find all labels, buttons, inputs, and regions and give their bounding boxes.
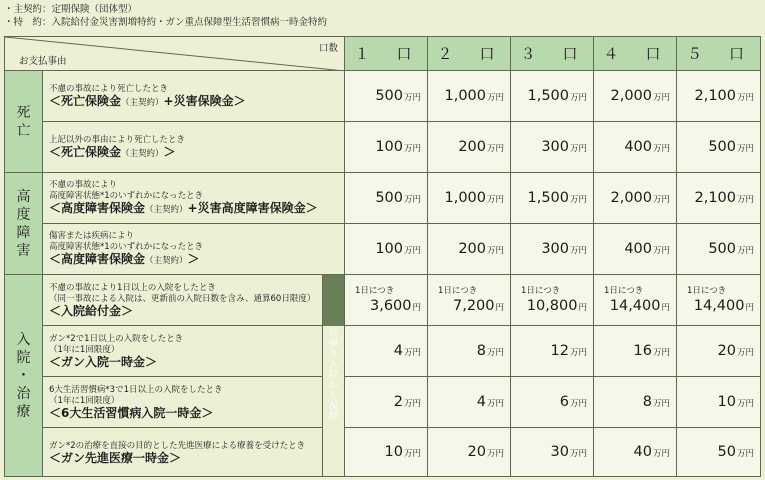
amount-unit: 万円 bbox=[404, 144, 422, 154]
category-char: 入 bbox=[16, 331, 31, 348]
benefit-name-note: （主契約） bbox=[145, 205, 188, 215]
amount-value: 2,100 bbox=[694, 190, 736, 206]
benefit-amount bbox=[345, 71, 428, 122]
reason-description: ガン*2の治療を直接の目的とした先進医療による療養を受けたとき bbox=[49, 440, 306, 451]
benefit-amount bbox=[428, 377, 511, 428]
benefit-name-tail: +災害保険金＞ bbox=[163, 93, 246, 108]
benefit-amount bbox=[677, 71, 761, 122]
amount-unit: 万円 bbox=[653, 144, 671, 154]
table-row bbox=[5, 71, 761, 122]
benefit-amount bbox=[594, 224, 677, 275]
benefit-name-note: （主契約） bbox=[145, 256, 188, 266]
benefit-name-tail: +災害高度障害保険金＞ bbox=[187, 201, 318, 215]
benefit-name-main: ＜ガン入院一時金＞ bbox=[49, 355, 158, 369]
col-header-5: ５ 口 bbox=[677, 37, 761, 71]
col-header-4: ４ 口 bbox=[594, 37, 677, 71]
amount-unit: 万円 bbox=[570, 93, 588, 103]
amount-value: 14,400 bbox=[693, 298, 745, 314]
benefit-name-main: ＜高度障害保険金 bbox=[49, 252, 146, 266]
category-char: 度 bbox=[16, 206, 31, 223]
benefit-name bbox=[49, 306, 322, 317]
payment-reason bbox=[43, 224, 345, 275]
benefit-name-main: ＜高度障害保険金 bbox=[49, 201, 146, 215]
amount-value: 50 bbox=[717, 444, 736, 460]
amount-unit: 万円 bbox=[487, 93, 505, 103]
amount-value: 20 bbox=[467, 444, 486, 460]
amount-value: 8 bbox=[476, 343, 486, 359]
amount-unit: 万円 bbox=[737, 93, 755, 103]
amount-unit: 円 bbox=[745, 303, 755, 313]
benefit-amount bbox=[594, 173, 677, 224]
amount-value: 400 bbox=[624, 139, 652, 155]
category-char: ・ bbox=[16, 367, 31, 384]
table-row bbox=[5, 173, 761, 224]
amount-value: 1,500 bbox=[527, 190, 569, 206]
table-row bbox=[5, 428, 761, 477]
amount-unit: 万円 bbox=[404, 93, 422, 103]
amount-unit: 万円 bbox=[487, 246, 505, 256]
benefit-name-note: （主契約） bbox=[121, 97, 164, 108]
amount-value: 500 bbox=[708, 139, 736, 155]
amount-value: 500 bbox=[375, 88, 403, 104]
benefit-amount bbox=[428, 122, 511, 173]
category-char: 害 bbox=[16, 242, 31, 259]
payment-reason bbox=[43, 122, 345, 173]
side-label-char: 保 bbox=[329, 401, 339, 412]
amount-unit: 万円 bbox=[404, 195, 422, 205]
amount-value: 100 bbox=[375, 139, 403, 155]
benefit-amount bbox=[677, 224, 761, 275]
amount-unit: 万円 bbox=[737, 246, 755, 256]
table-row bbox=[5, 326, 761, 377]
amount-unit: 万円 bbox=[404, 348, 422, 358]
amount-unit: 万円 bbox=[653, 399, 671, 409]
amount-value: 1,000 bbox=[444, 190, 486, 206]
benefit-amount bbox=[428, 275, 511, 326]
side-label-char: 帰 bbox=[329, 338, 339, 349]
category-char: 治 bbox=[16, 385, 31, 402]
amount-value: 6 bbox=[559, 394, 569, 410]
benefit-amount bbox=[594, 326, 677, 377]
table-row bbox=[5, 122, 761, 173]
reason-description: 高度障害状態*1のいずれかになったとき bbox=[49, 242, 204, 252]
reason-description: 不慮の事故により死亡したとき bbox=[49, 83, 169, 94]
amount-unit: 万円 bbox=[404, 399, 422, 409]
benefit-amount bbox=[511, 326, 594, 377]
side-label-char: 障 bbox=[329, 412, 339, 423]
benefit-amount bbox=[428, 71, 511, 122]
amount-unit: 万円 bbox=[737, 195, 755, 205]
amount-value: 100 bbox=[375, 241, 403, 257]
amount-value: 20 bbox=[717, 343, 736, 359]
benefit-amount bbox=[677, 173, 761, 224]
amount-unit: 円 bbox=[578, 303, 588, 313]
benefit-name-main: ＜死亡保険金 bbox=[49, 93, 122, 108]
benefit-name bbox=[49, 450, 344, 465]
units-label: 口数 bbox=[319, 43, 339, 54]
amount-value: 2,000 bbox=[610, 190, 652, 206]
benefit-amount bbox=[511, 173, 594, 224]
amount-unit: 万円 bbox=[570, 348, 588, 358]
per-day-label: 1日につき bbox=[521, 286, 561, 296]
benefit-amount bbox=[428, 173, 511, 224]
amount-unit: 万円 bbox=[487, 399, 505, 409]
benefit-amount bbox=[345, 224, 428, 275]
amount-value: 30 bbox=[550, 444, 569, 460]
per-day-label: 1日につき bbox=[438, 286, 478, 296]
amount-unit: 万円 bbox=[570, 195, 588, 205]
reason-description: （1年に1回限度） bbox=[49, 396, 120, 406]
amount-value: 200 bbox=[458, 241, 486, 257]
per-day-label: 1日につき bbox=[355, 286, 395, 296]
benefit-amount bbox=[511, 275, 594, 326]
amount-unit: 万円 bbox=[570, 246, 588, 256]
benefit-amount bbox=[511, 428, 594, 477]
amount-value: 3,600 bbox=[369, 298, 412, 314]
amount-unit: 万円 bbox=[404, 449, 422, 459]
benefit-amount bbox=[594, 377, 677, 428]
reason-label: お支払事由 bbox=[19, 56, 67, 67]
category-char: 障 bbox=[16, 224, 31, 241]
benefit-amount bbox=[677, 377, 761, 428]
col-header-3: ３ 口 bbox=[511, 37, 594, 71]
benefit-table bbox=[4, 36, 761, 477]
amount-unit: 万円 bbox=[653, 449, 671, 459]
header-corner bbox=[5, 37, 345, 71]
amount-unit: 万円 bbox=[404, 246, 422, 256]
side-label-char: か bbox=[329, 380, 339, 391]
amount-unit: 円 bbox=[661, 303, 671, 313]
benefit-name bbox=[49, 254, 344, 267]
benefit-amount bbox=[345, 122, 428, 173]
reason-description: 6大生活習慣病*3で1日以上の入院をしたとき bbox=[49, 385, 223, 395]
benefit-amount bbox=[677, 275, 761, 326]
category-char: 療 bbox=[16, 403, 31, 420]
side-label-char: 院 bbox=[329, 370, 339, 381]
benefit-amount bbox=[345, 377, 428, 428]
amount-value: 8 bbox=[642, 394, 652, 410]
amount-value: 300 bbox=[541, 241, 569, 257]
rider-line: ・特 約：入院給付金災害割増特約・ガン重点保障型生活習慣病一時金特約 bbox=[4, 17, 328, 28]
benefit-amount bbox=[594, 428, 677, 477]
benefit-name bbox=[49, 357, 344, 368]
benefit-amount bbox=[345, 275, 428, 326]
benefit-amount bbox=[345, 326, 428, 377]
amount-value: 2,100 bbox=[694, 88, 736, 104]
side-label-char: 入 bbox=[329, 359, 339, 370]
amount-value: 1,500 bbox=[527, 88, 569, 104]
amount-unit: 万円 bbox=[737, 144, 755, 154]
payment-reason bbox=[43, 71, 345, 122]
table-row bbox=[5, 377, 761, 428]
benefit-name-main: ＜死亡保険金 bbox=[49, 144, 122, 159]
benefit-name bbox=[49, 203, 344, 216]
category-disability bbox=[5, 173, 43, 275]
benefit-amount bbox=[428, 428, 511, 477]
amount-unit: 万円 bbox=[737, 399, 755, 409]
side-label-char: 日 bbox=[329, 328, 339, 339]
amount-unit: 万円 bbox=[487, 348, 505, 358]
benefit-name-tail: ＞ bbox=[187, 252, 200, 266]
header-row bbox=[5, 37, 761, 71]
benefit-amount bbox=[428, 224, 511, 275]
amount-value: 40 bbox=[633, 444, 652, 460]
benefit-amount bbox=[511, 122, 594, 173]
benefit-name-main: ＜ガン先進医療一時金＞ bbox=[49, 450, 182, 465]
reason-description: （同一事故による入院は、更新前の入院日数を含み、通算60日限度） bbox=[49, 294, 316, 304]
amount-unit: 万円 bbox=[570, 449, 588, 459]
benefit-amount bbox=[511, 377, 594, 428]
amount-unit: 万円 bbox=[737, 348, 755, 358]
amount-unit: 万円 bbox=[570, 399, 588, 409]
benefit-name-tail: ＞ bbox=[163, 144, 176, 159]
reason-description: 傷害または疾病により bbox=[49, 231, 135, 241]
amount-unit: 万円 bbox=[487, 195, 505, 205]
benefit-amount bbox=[677, 428, 761, 477]
benefit-amount bbox=[594, 122, 677, 173]
amount-value: 7,200 bbox=[452, 298, 495, 314]
col-header-2: ２ 口 bbox=[428, 37, 511, 71]
amount-value: 10 bbox=[717, 394, 736, 410]
amount-unit: 円 bbox=[412, 303, 422, 313]
amount-unit: 万円 bbox=[737, 449, 755, 459]
per-day-label: 1日につき bbox=[687, 286, 727, 296]
amount-value: 16 bbox=[633, 343, 652, 359]
benefit-amount bbox=[594, 275, 677, 326]
benefit-amount bbox=[345, 428, 428, 477]
benefit-name bbox=[49, 408, 344, 419]
amount-value: 4 bbox=[476, 394, 486, 410]
benefit-name-note: （主契約） bbox=[121, 148, 164, 159]
amount-value: 10,800 bbox=[526, 298, 578, 314]
amount-value: 14,400 bbox=[609, 298, 661, 314]
amount-value: 400 bbox=[624, 241, 652, 257]
amount-value: 12 bbox=[550, 343, 569, 359]
payment-reason bbox=[43, 428, 345, 477]
benefit-amount bbox=[345, 173, 428, 224]
table-row bbox=[5, 224, 761, 275]
side-label-char: ら bbox=[329, 391, 339, 402]
payment-reason bbox=[43, 275, 323, 326]
reason-description: 上記以外の事由により死亡したとき bbox=[49, 134, 186, 145]
benefit-name-main: ＜入院給付金＞ bbox=[49, 304, 134, 318]
reason-description: （1年に1回限度） bbox=[49, 345, 120, 355]
amount-value: 2,000 bbox=[610, 88, 652, 104]
col-header-1: １ 口 bbox=[345, 37, 428, 71]
side-label-char: り bbox=[329, 349, 339, 360]
category-char: 高 bbox=[16, 188, 31, 205]
table-row bbox=[5, 275, 761, 326]
payment-reason bbox=[43, 173, 345, 224]
payment-reason bbox=[43, 326, 345, 377]
amount-value: 1,000 bbox=[444, 88, 486, 104]
benefit-amount bbox=[677, 326, 761, 377]
benefit-name bbox=[49, 93, 344, 109]
amount-unit: 万円 bbox=[653, 195, 671, 205]
reason-description: 不慮の事故により bbox=[49, 180, 118, 190]
amount-value: 2 bbox=[393, 394, 403, 410]
amount-unit: 万円 bbox=[653, 93, 671, 103]
amount-value: 200 bbox=[458, 139, 486, 155]
amount-value: 4 bbox=[393, 343, 403, 359]
amount-unit: 万円 bbox=[487, 449, 505, 459]
amount-unit: 万円 bbox=[570, 144, 588, 154]
amount-value: 500 bbox=[375, 190, 403, 206]
reason-description: ガン*2で1日以上の入院をしたとき bbox=[49, 334, 184, 344]
category-char: 死 bbox=[16, 104, 31, 121]
benefit-amount bbox=[511, 71, 594, 122]
amount-unit: 万円 bbox=[653, 246, 671, 256]
benefit-amount bbox=[428, 326, 511, 377]
category-death bbox=[5, 71, 43, 173]
per-day-label: 1日につき bbox=[604, 286, 644, 296]
category-hospital bbox=[5, 275, 43, 477]
reason-description: 不慮の事故により1日以上の入院をしたとき bbox=[49, 283, 216, 293]
benefit-amount bbox=[594, 71, 677, 122]
amount-value: 300 bbox=[541, 139, 569, 155]
category-char: 院 bbox=[16, 349, 31, 366]
payment-reason bbox=[43, 377, 345, 428]
category-char: 亡 bbox=[16, 122, 31, 139]
amount-value: 10 bbox=[384, 444, 403, 460]
benefit-name-main: ＜6大生活習慣病入院一時金＞ bbox=[49, 406, 214, 420]
reason-description: 高度障害状態*1のいずれかになったとき bbox=[49, 191, 204, 201]
amount-unit: 円 bbox=[495, 303, 505, 313]
amount-value: 500 bbox=[708, 241, 736, 257]
benefit-name bbox=[49, 144, 344, 160]
main-contract-line: ・主契約：定期保険（団体型） bbox=[4, 4, 138, 15]
amount-unit: 万円 bbox=[487, 144, 505, 154]
benefit-amount bbox=[511, 224, 594, 275]
amount-unit: 万円 bbox=[653, 348, 671, 358]
contract-header bbox=[4, 3, 327, 29]
benefit-amount bbox=[677, 122, 761, 173]
